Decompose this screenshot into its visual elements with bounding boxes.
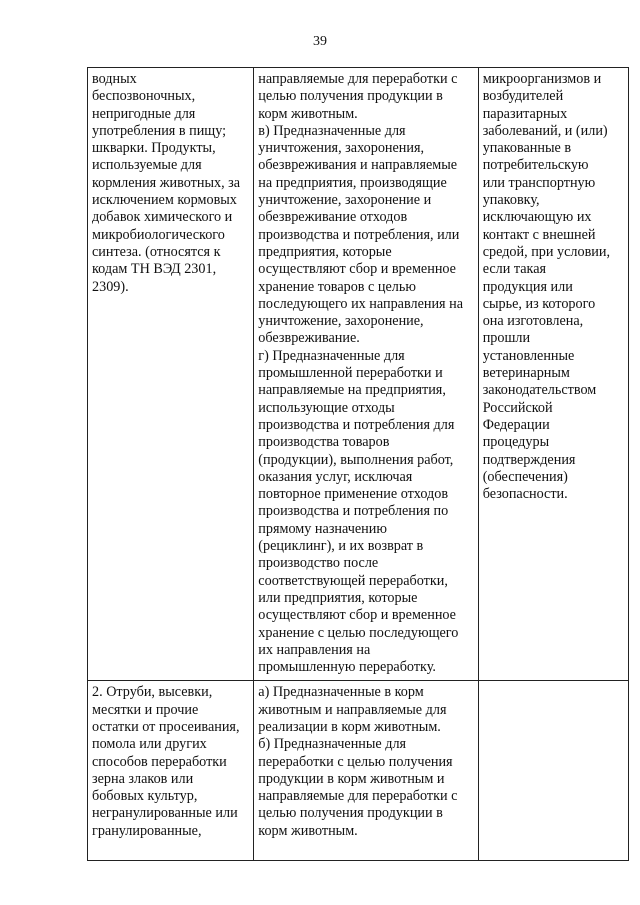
product-description-text: водных беспозвоночных, непригодные для употребления в пищу; шкварки. Продукты, используемые для кормления животных, за исключением кормовых добавок химического и микробиологического синтеза. (относятся к кодам ТН ВЭД 2301, 2309). — [92, 71, 241, 295]
purpose-cell — [254, 681, 478, 861]
regulation-table — [87, 67, 629, 861]
page-number: 39 — [313, 34, 327, 49]
product-description-cell — [88, 68, 254, 681]
condition-cell — [478, 68, 628, 681]
product-description-cell — [88, 681, 254, 861]
condition-cell — [478, 681, 628, 861]
purpose-cell — [254, 68, 478, 681]
purpose-text: а) Предназначенные в корм животным и направляемые для реализации в корм животным. б) Предназначенные для переработки с целью получения продукции в корм животным и направляемые для переработки с целью получения продукции в корм животным. — [258, 684, 458, 839]
product-description-text: 2. Отруби, высевки, месятки и прочие остатки от просеивания, помола или других способов переработки зерна злаков или бобовых культур, негранулированные или гранулированные, — [92, 684, 240, 839]
table-row — [88, 68, 629, 681]
condition-text: микроорганизмов и возбудителей паразитарных заболеваний, и (или) упакованные в потребительскую или транспортную упаковку, исключающую их контакт с внешней средой, при условии, если такая продукция или сырье, из которого она изготовлена, прошли установленные ветеринарным законодательством Российской Федерации процедуры подтверждения (обеспечения) безопасности. — [482, 71, 611, 503]
purpose-text: направляемые для переработки с целью получения продукции в корм животным. в) Предназначенные для уничтожения, захоронения, обезвреживания и направляемые на предприятия, производящие уничтожение, захоронение и обезвреживание отходов производства и потребления, или предприятия, которые осуществляют сбор и временное хранение товаров с целью последующего их направления на уничтожение, захоронение, обезвреживание. г) Предназначенные для промышленной переработки и направляемые на предприятия, использующие отходы производства и потребления для производства товаров (продукции), выполнения работ, оказания услуг, исключая повторное применение отходов производства и потребления по прямому назначению (рециклинг), и их возврат в производство после соответствующей переработки, или предприятия, которые осуществляют сбор и временное хранение с целью последующего их направления на промышленную переработку. — [258, 71, 464, 676]
table-row — [88, 681, 629, 861]
